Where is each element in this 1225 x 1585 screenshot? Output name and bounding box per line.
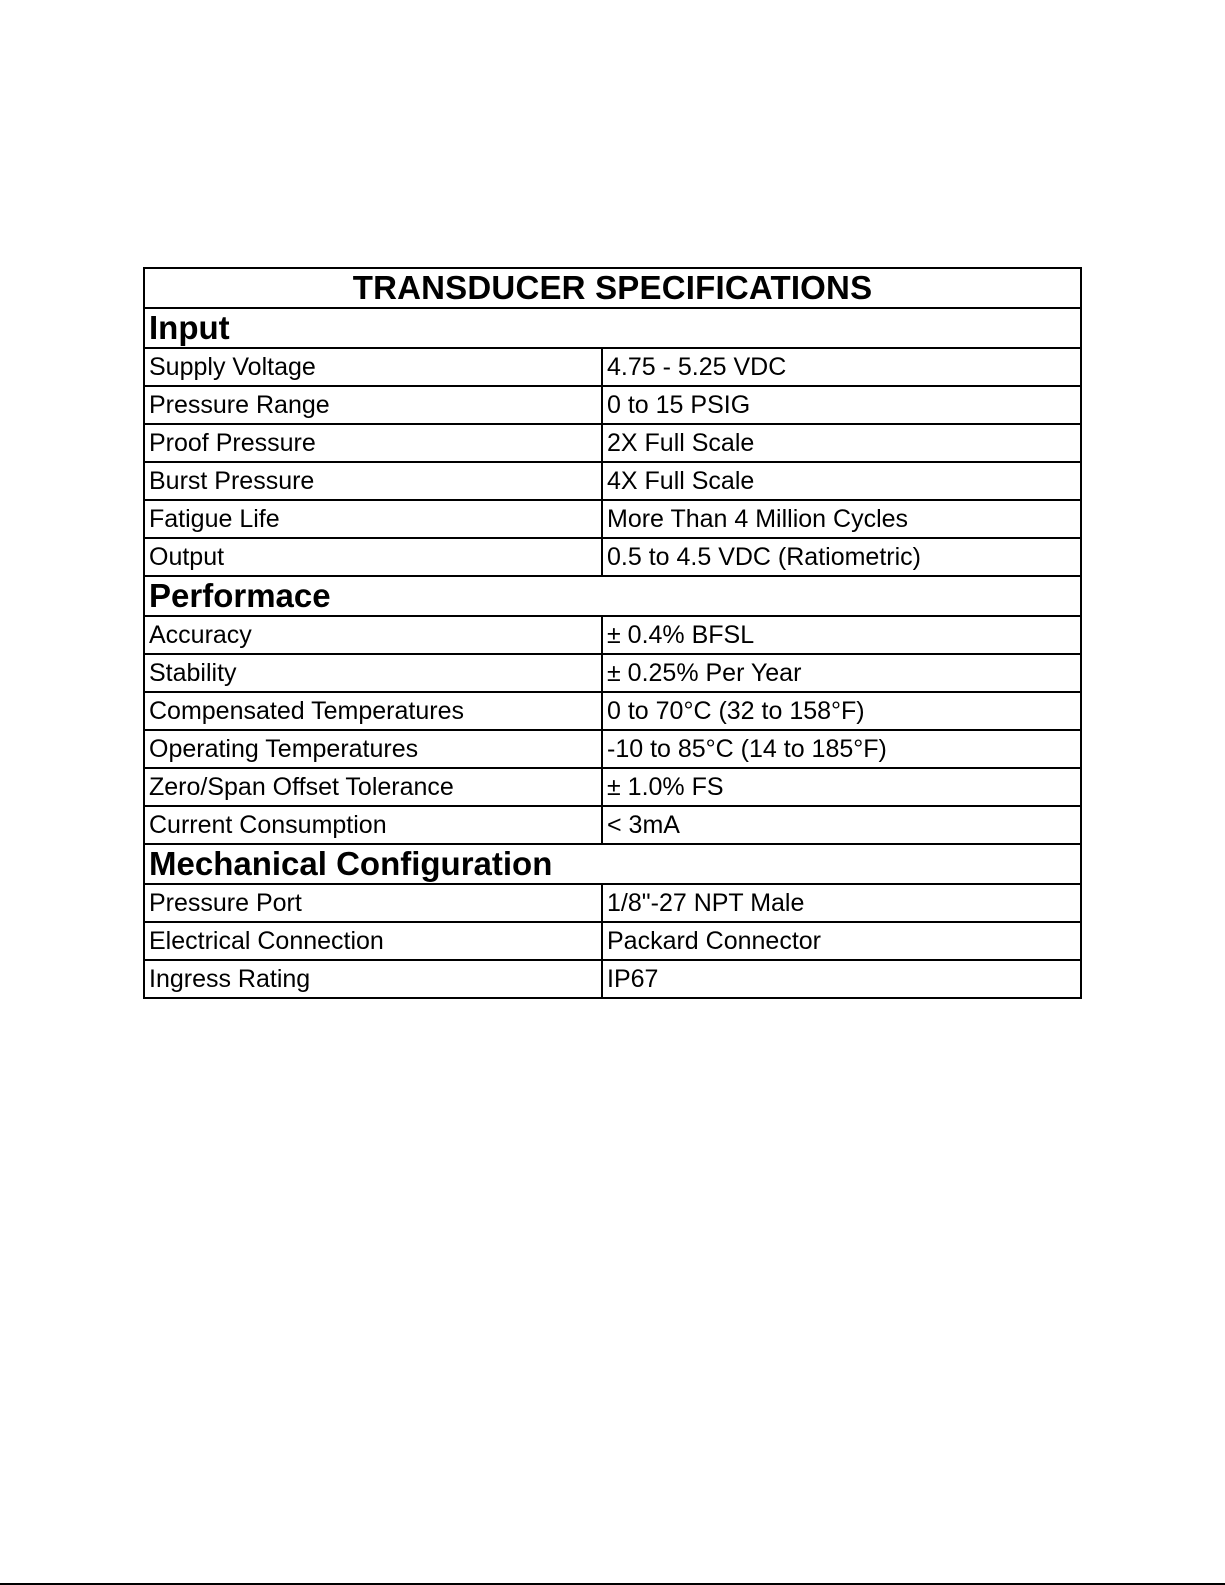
table-title: TRANSDUCER SPECIFICATIONS <box>144 268 1081 308</box>
table-row <box>144 922 1081 960</box>
spec-value: More Than 4 Million Cycles <box>602 500 1081 538</box>
section-row-performance <box>144 576 1081 616</box>
spec-label: Accuracy <box>144 616 602 654</box>
table-row <box>144 386 1081 424</box>
table-row <box>144 806 1081 844</box>
table-row <box>144 960 1081 998</box>
spec-value: Packard Connector <box>602 922 1081 960</box>
spec-value: ± 0.4% BFSL <box>602 616 1081 654</box>
spec-label: Electrical Connection <box>144 922 602 960</box>
section-heading-performance: Performace <box>144 576 1081 616</box>
section-heading-input: Input <box>144 308 1081 348</box>
spec-label: Operating Temperatures <box>144 730 602 768</box>
spec-label: Pressure Port <box>144 884 602 922</box>
spec-value: -10 to 85°C (14 to 185°F) <box>602 730 1081 768</box>
table-row <box>144 348 1081 386</box>
spec-value: 0 to 15 PSIG <box>602 386 1081 424</box>
spec-label: Supply Voltage <box>144 348 602 386</box>
spec-value: ± 0.25% Per Year <box>602 654 1081 692</box>
spec-value: ± 1.0% FS <box>602 768 1081 806</box>
spec-value: 2X Full Scale <box>602 424 1081 462</box>
spec-value: 1/8"-27 NPT Male <box>602 884 1081 922</box>
spec-value: 0.5 to 4.5 VDC (Ratiometric) <box>602 538 1081 576</box>
table-row <box>144 692 1081 730</box>
table-row <box>144 616 1081 654</box>
spec-label: Current Consumption <box>144 806 602 844</box>
spec-label: Compensated Temperatures <box>144 692 602 730</box>
spec-value: 4.75 - 5.25 VDC <box>602 348 1081 386</box>
section-row-input <box>144 308 1081 348</box>
table-row <box>144 884 1081 922</box>
spec-value: IP67 <box>602 960 1081 998</box>
table-row <box>144 730 1081 768</box>
table-row <box>144 654 1081 692</box>
spec-label: Burst Pressure <box>144 462 602 500</box>
spec-label: Stability <box>144 654 602 692</box>
table-row <box>144 538 1081 576</box>
spec-label: Output <box>144 538 602 576</box>
section-row-mechanical <box>144 844 1081 884</box>
spec-label: Proof Pressure <box>144 424 602 462</box>
table-row <box>144 500 1081 538</box>
table-row <box>144 462 1081 500</box>
spec-table <box>143 267 1082 999</box>
spec-value: 0 to 70°C (32 to 158°F) <box>602 692 1081 730</box>
spec-label: Zero/Span Offset Tolerance <box>144 768 602 806</box>
spec-label: Pressure Range <box>144 386 602 424</box>
spec-label: Ingress Rating <box>144 960 602 998</box>
section-heading-mechanical: Mechanical Configuration <box>144 844 1081 884</box>
table-title-row <box>144 268 1081 308</box>
table-row <box>144 768 1081 806</box>
spec-value: 4X Full Scale <box>602 462 1081 500</box>
table-row <box>144 424 1081 462</box>
spec-value: < 3mA <box>602 806 1081 844</box>
spec-label: Fatigue Life <box>144 500 602 538</box>
